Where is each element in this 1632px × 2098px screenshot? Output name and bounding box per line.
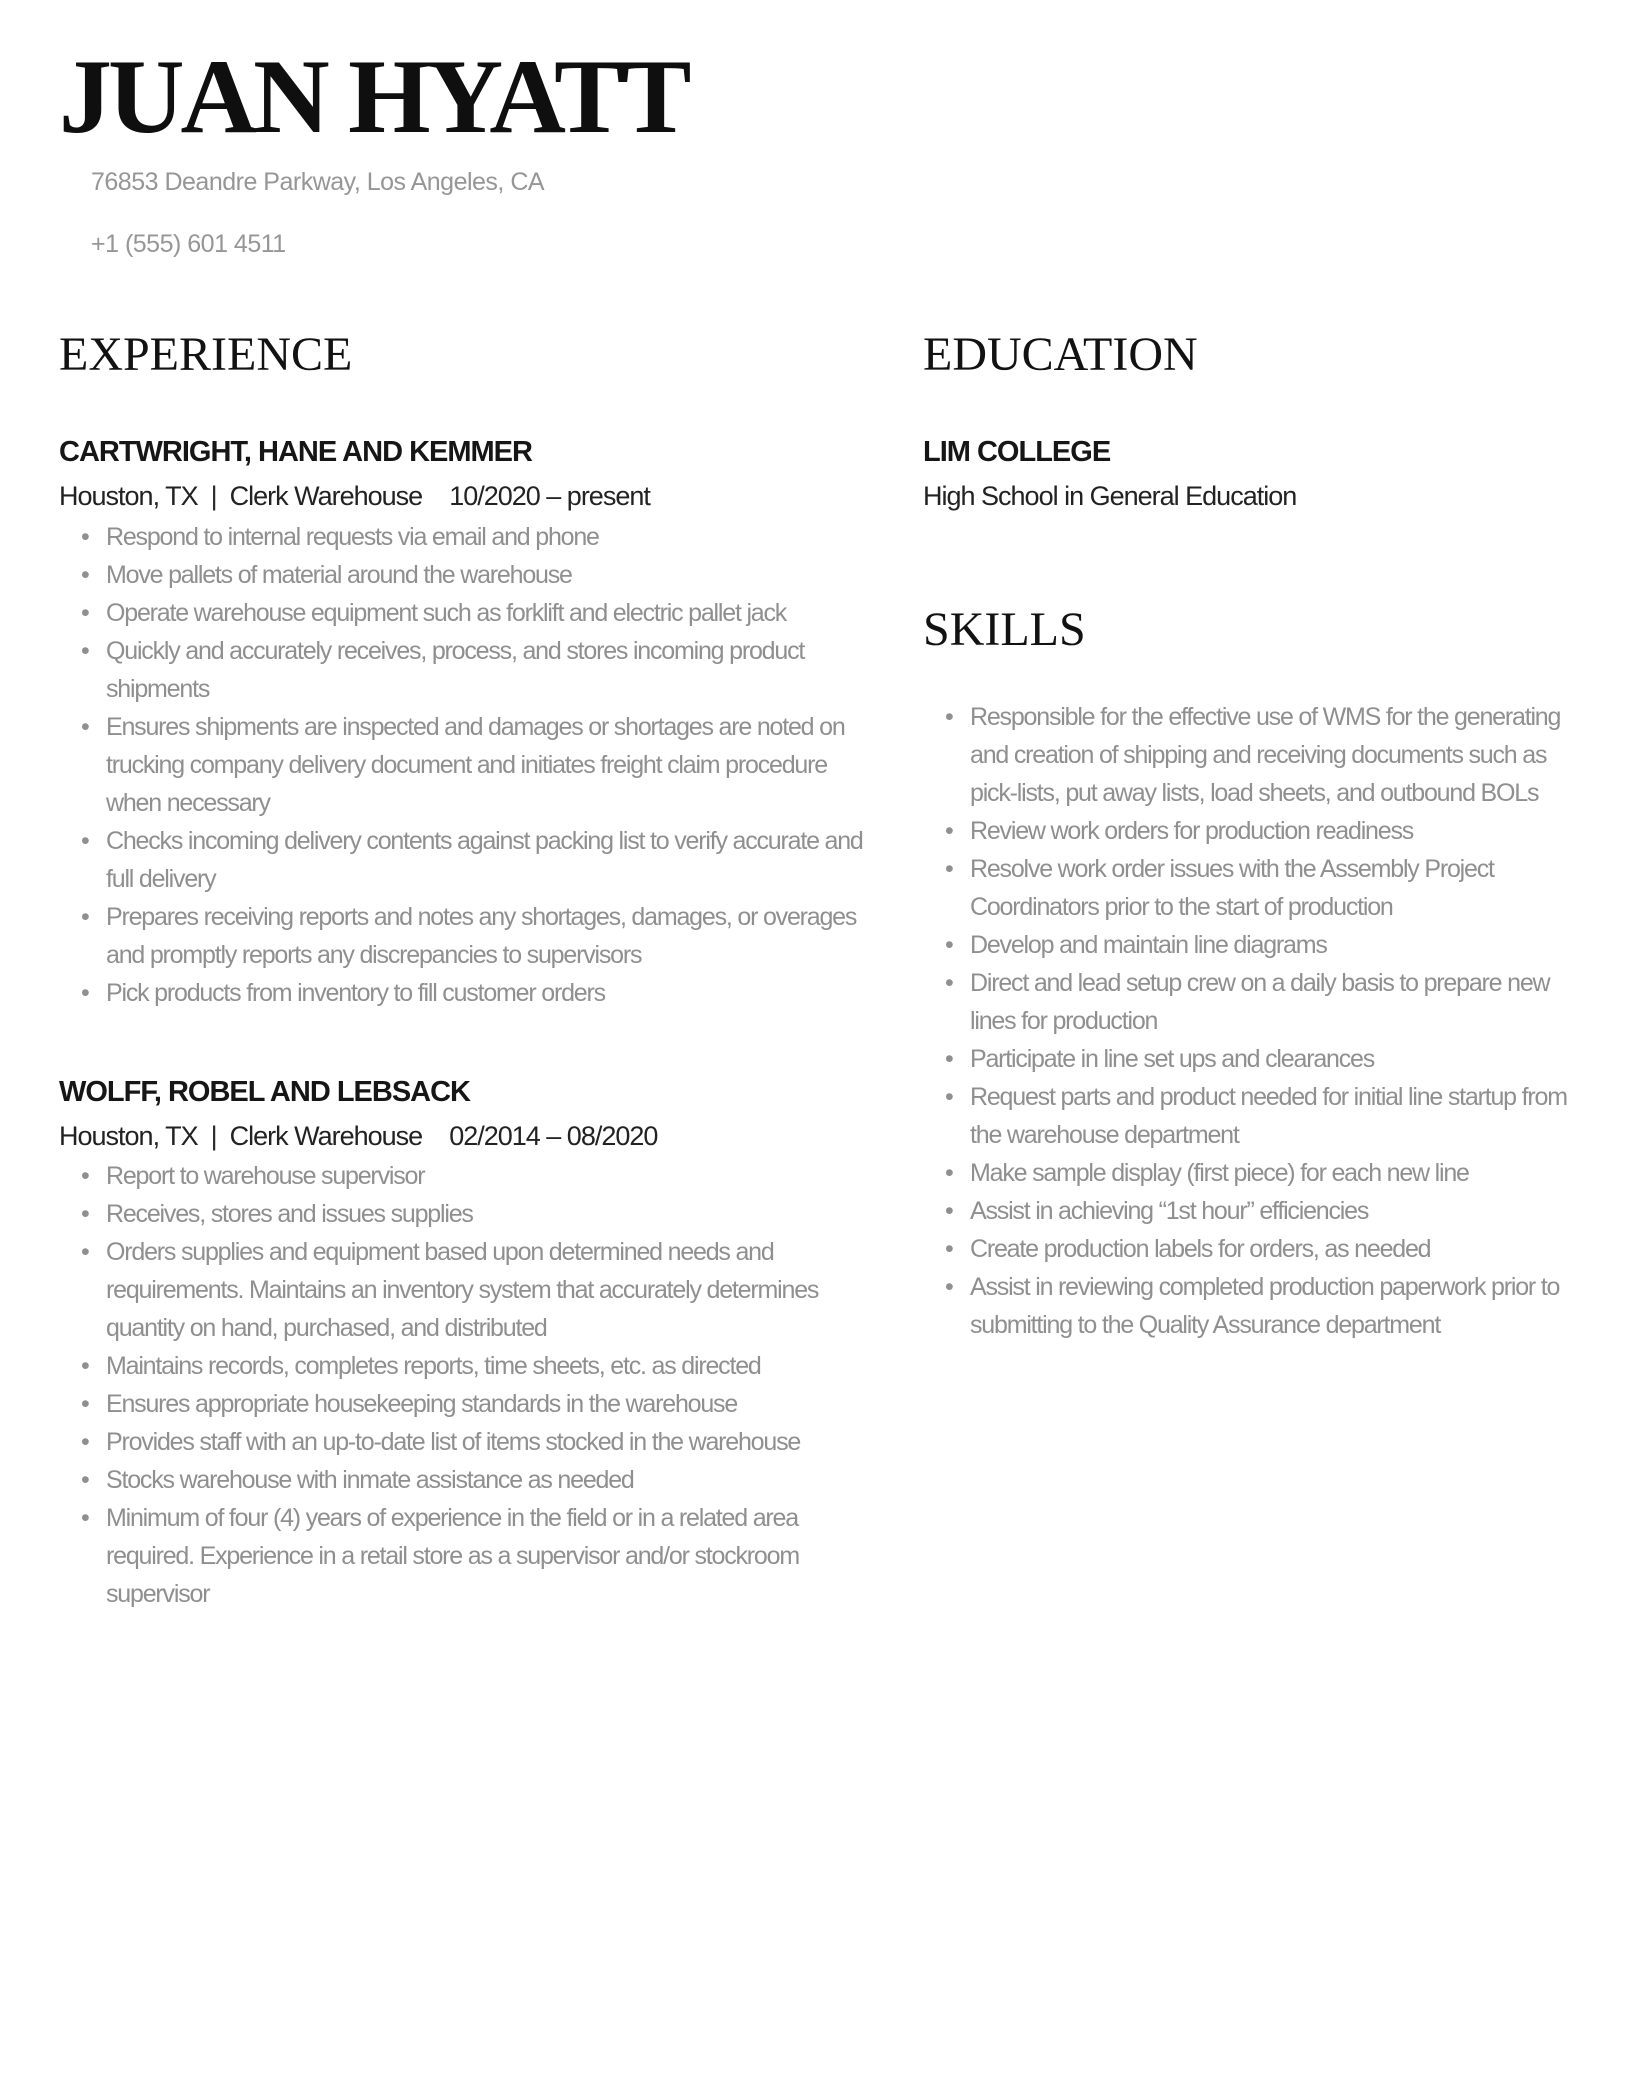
right-column (923, 327, 1573, 1344)
job-role: Clerk Warehouse (229, 481, 423, 512)
meta-separator: | (210, 1120, 217, 1151)
bullet-item: • Responsible for the effective use of WMS for the generating and creation of shipping and receiving documents such as pick-lists, put away lists, load sheets, and outbound BOLs (923, 698, 1573, 812)
experience-section (59, 327, 865, 1613)
job-bullet-list (59, 1157, 865, 1613)
education-entry (923, 434, 1573, 514)
person-name: JUAN HYATT (59, 38, 688, 155)
meta-separator: | (210, 481, 217, 512)
bullet-item: • Resolve work order issues with the Assembly Project Coordinators prior to the start of production (923, 850, 1573, 926)
bullet-item: • Maintains records, completes reports, time sheets, etc. as directed (59, 1347, 865, 1385)
bullet-item: • Orders supplies and equipment based upon determined needs and requirements. Maintains an inventory system that accurately determines quantity on hand, purchased, and distributed (59, 1233, 865, 1347)
job-location: Houston, TX (59, 481, 198, 512)
contact-block (91, 168, 1573, 259)
bullet-item: • Develop and maintain line diagrams (923, 926, 1573, 964)
experience-entry (59, 1074, 865, 1613)
skills-section (923, 602, 1573, 1344)
experience-title: EXPERIENCE (59, 327, 353, 381)
resume-header (59, 40, 1573, 259)
school-name: LIM COLLEGE (923, 436, 1111, 469)
bullet-item: • Report to warehouse supervisor (59, 1157, 865, 1195)
job-location: Houston, TX (59, 1120, 198, 1151)
bullet-item: • Stocks warehouse with inmate assistance as needed (59, 1461, 865, 1499)
job-bullet-list (59, 518, 865, 1012)
job-meta (59, 1119, 865, 1154)
bullet-item: • Operate warehouse equipment such as forklift and electric pallet jack (59, 594, 865, 632)
job-role: Clerk Warehouse (229, 1120, 423, 1151)
job-dates: 10/2020 – present (449, 481, 650, 512)
bullet-item: • Prepares receiving reports and notes any shortages, damages, or overages and promptly reports any discrepancies to supervisors (59, 898, 865, 974)
experience-entry (59, 434, 865, 1011)
bullet-item: • Direct and lead setup crew on a daily basis to prepare new lines for production (923, 964, 1573, 1040)
skills-bullet-list (923, 698, 1573, 1344)
degree-line: High School in General Education (923, 481, 1297, 512)
bullet-item: • Create production labels for orders, as needed (923, 1230, 1573, 1268)
bullet-item: • Assist in reviewing completed production paperwork prior to submitting to the Quality Assurance department (923, 1268, 1573, 1344)
skills-title: SKILLS (923, 602, 1086, 656)
company-name: CARTWRIGHT, HANE AND KEMMER (59, 436, 532, 469)
bullet-item: • Checks incoming delivery contents against packing list to verify accurate and full delivery (59, 822, 865, 898)
bullet-item: • Participate in line set ups and clearances (923, 1040, 1573, 1078)
bullet-item: • Ensures appropriate housekeeping standards in the warehouse (59, 1385, 865, 1423)
bullet-item: • Provides staff with an up-to-date list of items stocked in the warehouse (59, 1423, 865, 1461)
job-meta (59, 479, 865, 514)
bullet-item: • Respond to internal requests via email and phone (59, 518, 865, 556)
bullet-item: • Request parts and product needed for initial line startup from the warehouse department (923, 1078, 1573, 1154)
bullet-item: • Ensures shipments are inspected and damages or shortages are noted on trucking company delivery document and initiates freight claim procedure when necessary (59, 708, 865, 822)
bullet-item: • Move pallets of material around the warehouse (59, 556, 865, 594)
bullet-item: • Minimum of four (4) years of experience in the field or in a related area required. Experience in a retail store as a supervisor and/or stockroom supervisor (59, 1499, 865, 1613)
two-column-layout (59, 327, 1573, 1613)
education-title: EDUCATION (923, 327, 1198, 381)
bullet-item: • Review work orders for production readiness (923, 812, 1573, 850)
bullet-item: • Assist in achieving “1st hour” efficiencies (923, 1192, 1573, 1230)
address-line: 76853 Deandre Parkway, Los Angeles, CA (91, 168, 545, 197)
bullet-item: • Quickly and accurately receives, process, and stores incoming product shipments (59, 632, 865, 708)
education-section (923, 327, 1573, 515)
company-name: WOLFF, ROBEL AND LEBSACK (59, 1075, 470, 1108)
left-column (59, 327, 865, 1613)
bullet-item: • Receives, stores and issues supplies (59, 1195, 865, 1233)
bullet-item: • Pick products from inventory to fill customer orders (59, 974, 865, 1012)
bullet-item: • Make sample display (first piece) for each new line (923, 1154, 1573, 1192)
job-dates: 02/2014 – 08/2020 (449, 1120, 658, 1151)
phone-line: +1 (555) 601 4511 (91, 230, 286, 259)
